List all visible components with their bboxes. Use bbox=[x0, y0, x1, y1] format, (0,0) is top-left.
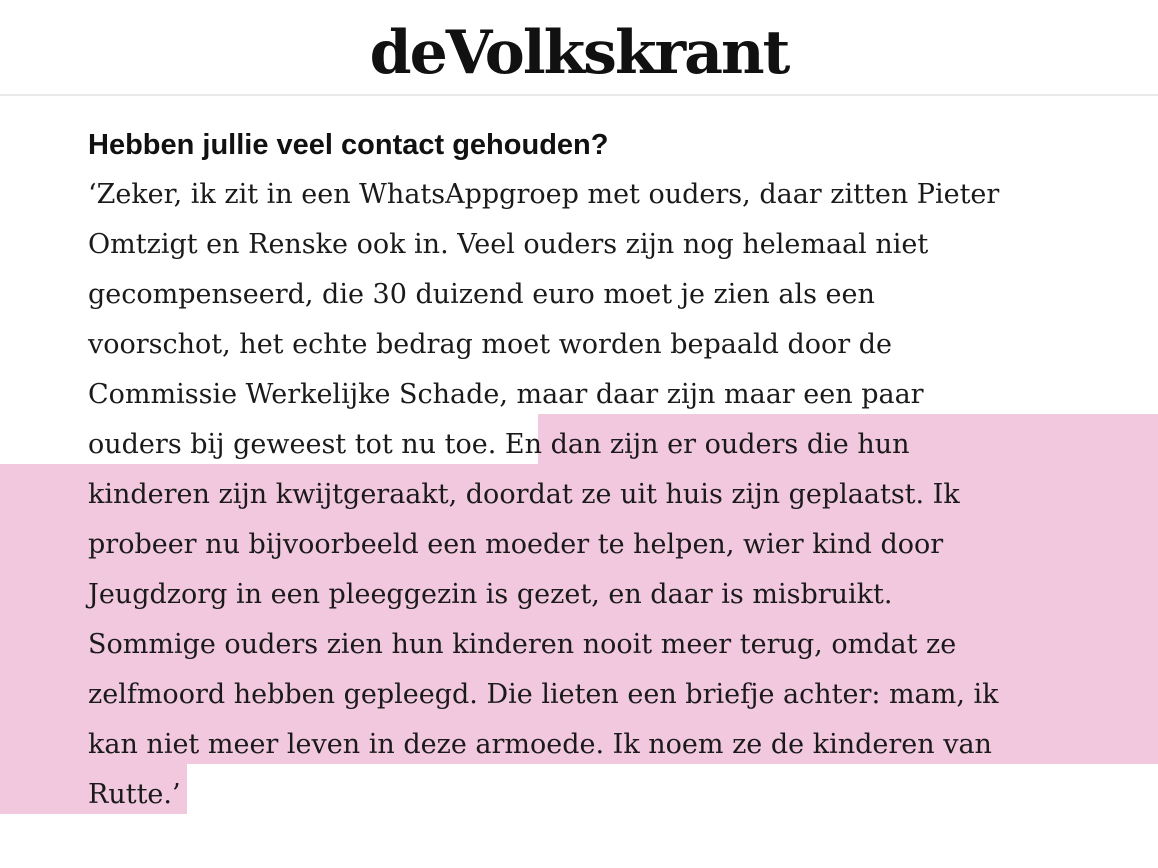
highlighted-text: Sommige ouders zien hun kinderen nooit meer terug, omdat ze bbox=[88, 629, 957, 660]
article-body bbox=[88, 120, 1108, 820]
interview-question: Hebben jullie veel contact gehouden? bbox=[88, 129, 609, 161]
paragraph-line bbox=[88, 370, 1108, 420]
line-text: Omtzigt en Renske ook in. Veel ouders zijn nog helemaal niet bbox=[88, 229, 929, 260]
paragraph-line bbox=[88, 470, 1108, 520]
paragraph-line bbox=[88, 520, 1108, 570]
line-text: ‘Zeker, ik zit in een WhatsAppgroep met ouders, daar zitten Pieter bbox=[88, 179, 1000, 210]
paragraph-line bbox=[88, 170, 1108, 220]
highlighted-text: Rutte.’ bbox=[88, 779, 181, 810]
paragraph-line bbox=[88, 770, 1108, 820]
line-text: gecompenseerd, die 30 duizend euro moet je zien als een bbox=[88, 279, 875, 310]
paragraph-line bbox=[88, 570, 1108, 620]
paragraph-line bbox=[88, 420, 1108, 470]
masthead bbox=[0, 0, 1158, 96]
answer-paragraph bbox=[88, 170, 1108, 820]
paragraph-line bbox=[88, 270, 1108, 320]
line-text: voorschot, het echte bedrag moet worden bepaald door de bbox=[88, 329, 892, 360]
paragraph-line bbox=[88, 320, 1108, 370]
volkskrant-logo[interactable]: deVolkskrant bbox=[369, 18, 789, 88]
line-text: ouders bij geweest tot nu toe. bbox=[88, 429, 497, 460]
paragraph-line bbox=[88, 220, 1108, 270]
line-text: Commissie Werkelijke Schade, maar daar zijn maar een paar bbox=[88, 379, 924, 410]
paragraph-line bbox=[88, 720, 1108, 770]
highlighted-text: kan niet meer leven in deze armoede. Ik noem ze de kinderen van bbox=[88, 729, 992, 760]
highlighted-text: Jeugdzorg in een pleeggezin is gezet, en daar is misbruikt. bbox=[88, 579, 893, 610]
paragraph-line bbox=[88, 620, 1108, 670]
highlighted-text: zelfmoord hebben gepleegd. Die lieten een briefje achter: mam, ik bbox=[88, 679, 999, 710]
paragraph-line bbox=[88, 670, 1108, 720]
highlighted-text: kinderen zijn kwijtgeraakt, doordat ze uit huis zijn geplaatst. Ik bbox=[88, 479, 960, 510]
highlighted-text: En dan zijn er ouders die hun bbox=[496, 429, 910, 460]
highlighted-text: probeer nu bijvoorbeeld een moeder te helpen, wier kind door bbox=[88, 529, 944, 560]
